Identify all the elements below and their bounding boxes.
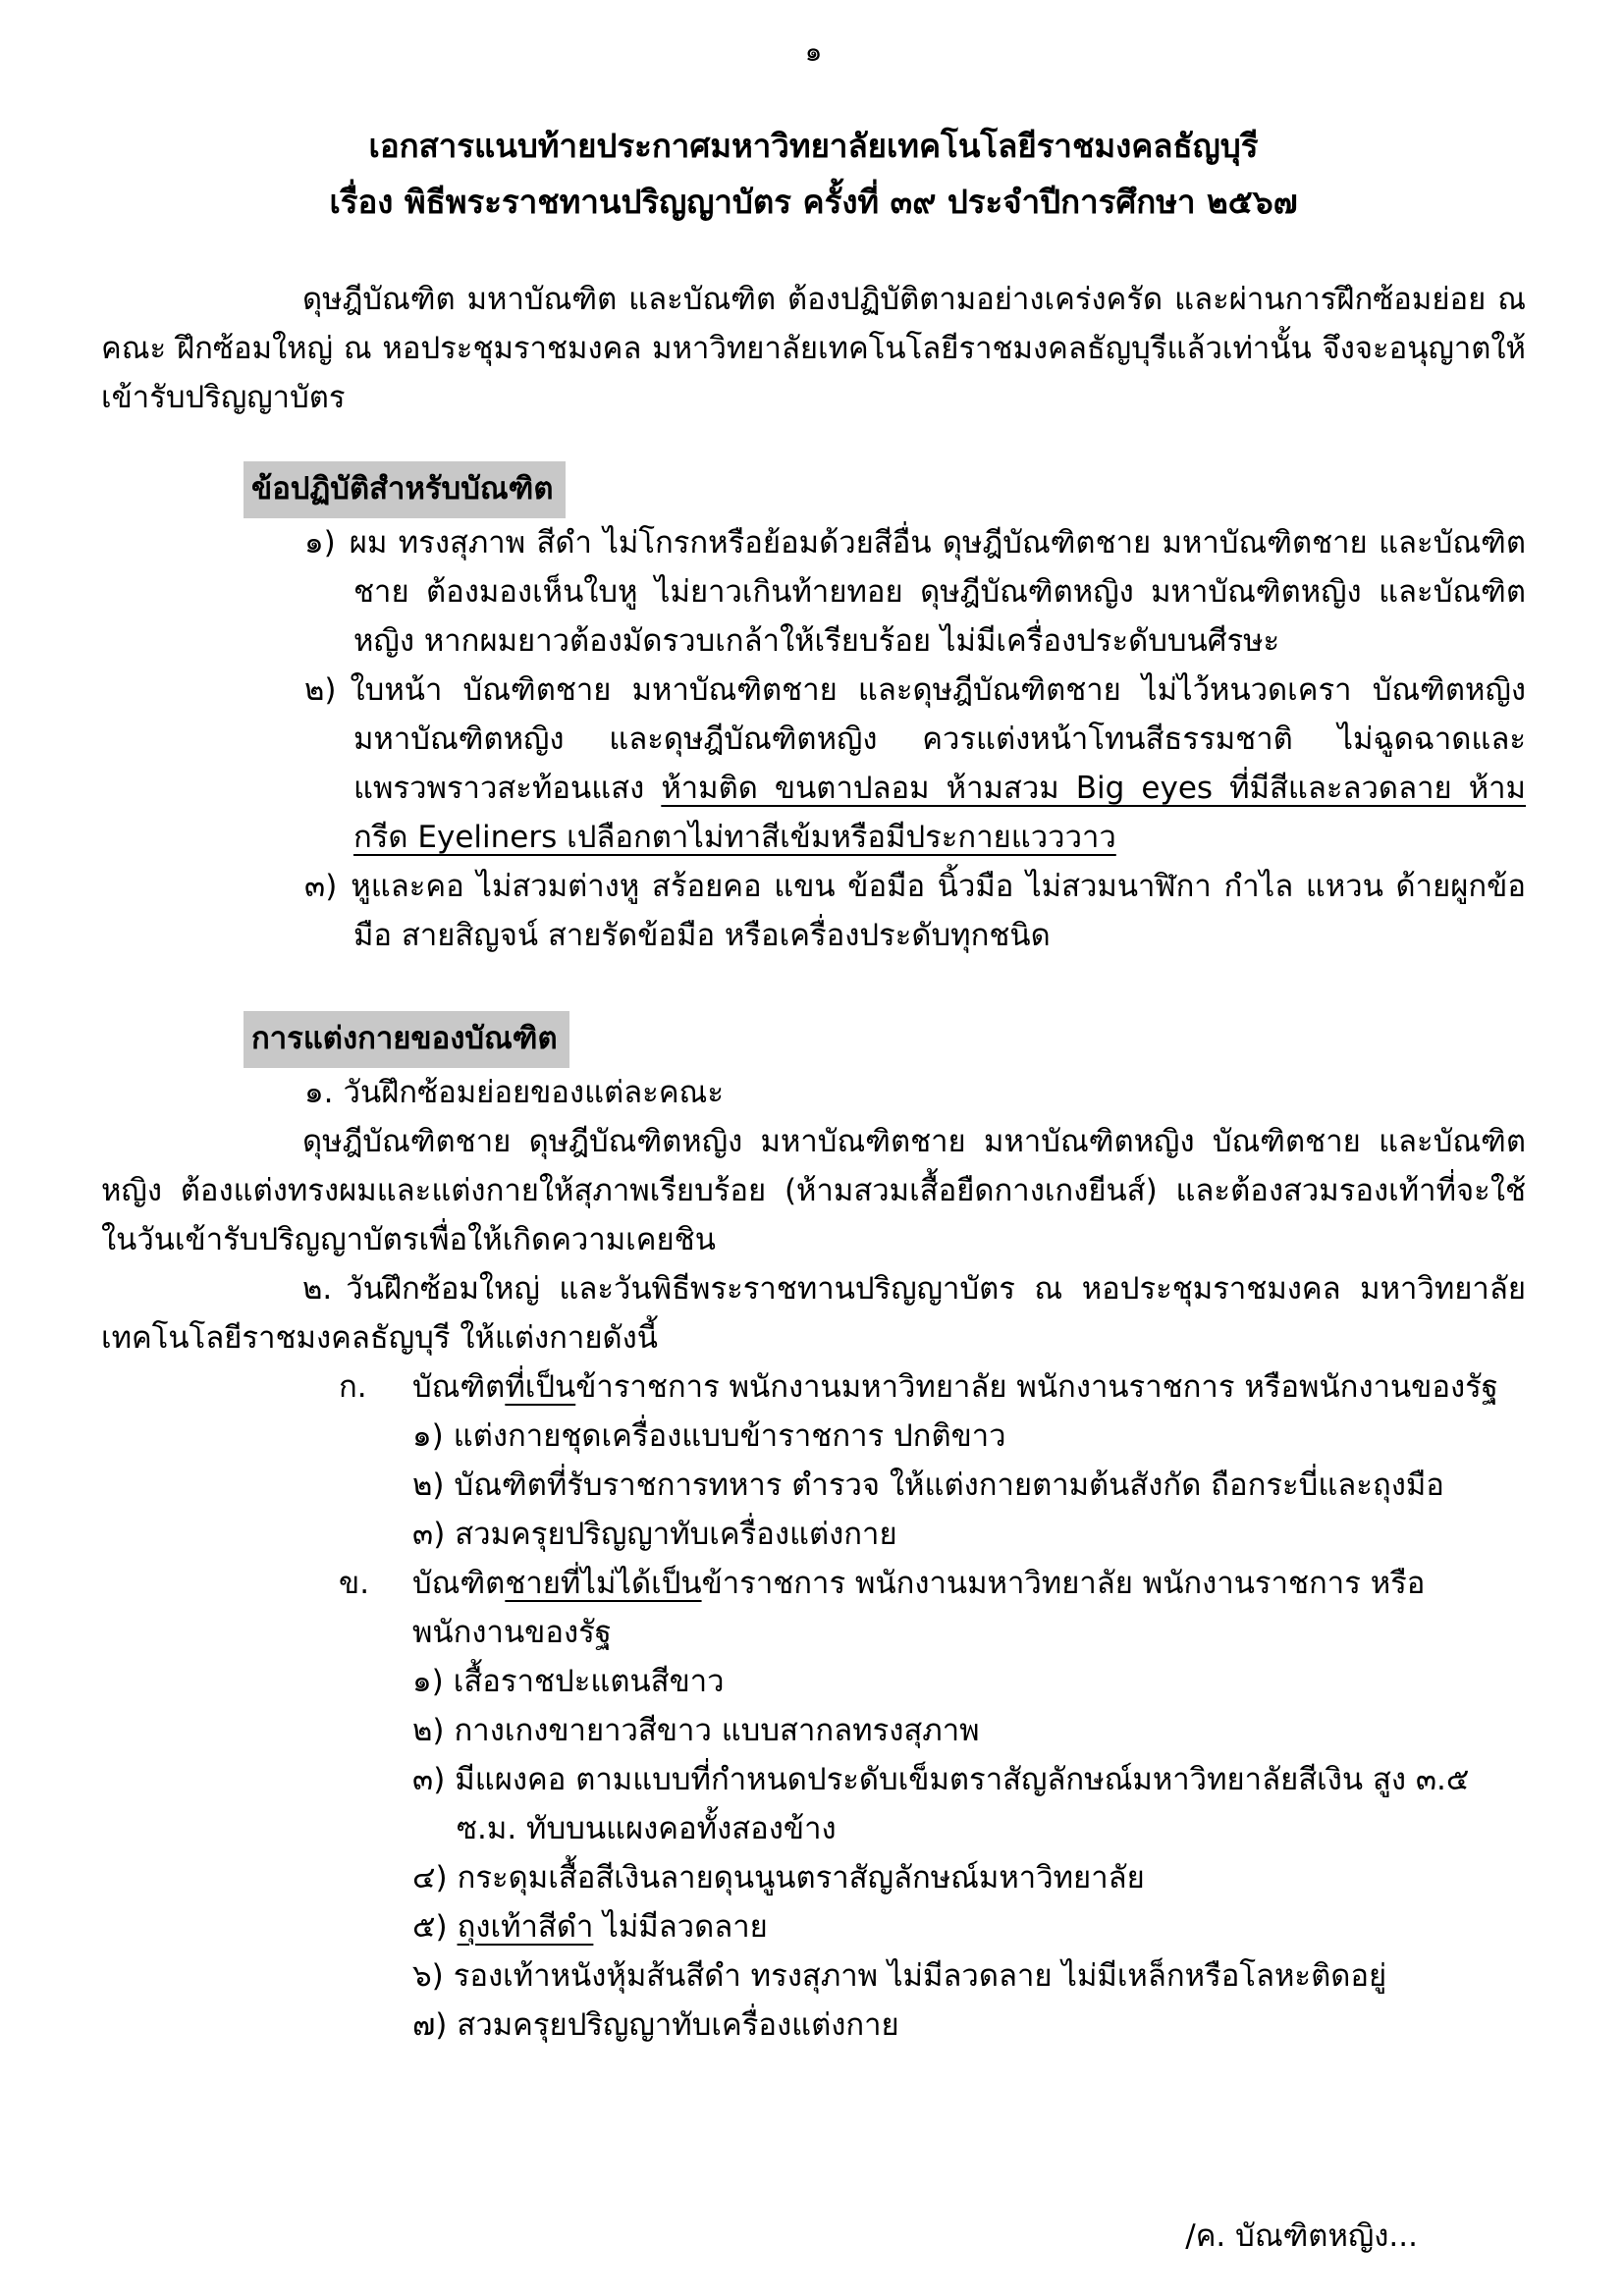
item-number: ๑) bbox=[412, 1418, 444, 1454]
item-text: รองเท้าหนังหุ้มส้นสีดำ ทรงสุภาพ ไม่มีลวดลาย ไม่มีเหล็กหรือโลหะติดอยู่ bbox=[453, 1958, 1387, 1994]
page-number: ๑ bbox=[804, 35, 823, 68]
list-item bbox=[412, 2001, 1526, 2050]
item-text: เสื้อราชปะแตนสีขาว bbox=[453, 1664, 725, 1699]
list-item bbox=[304, 518, 1526, 666]
subsection-a-head bbox=[339, 1362, 1526, 1412]
item-text: สวมครุยปริญญาทับเครื่องแต่งกาย bbox=[455, 1517, 897, 1552]
item-text: ผม ทรงสุภาพ สีดำ ไม่โกรกหรือย้อมด้วยสีอื่น ดุษฎีบัณฑิตชาย มหาบัณฑิตชาย และบัณฑิตชาย ต้องมองเห็นใบหู ไม่ยาวเกินท้ายทอย ดุษฎีบัณฑิตหญิง มหาบัณฑิตหญิง และบัณฑิตหญิง หากผมยาวต้องมัดรวบเกล้าให้เรียบร้อย ไม่มีเครื่องประดับบนศีรษะ bbox=[349, 525, 1526, 659]
item-number: ๑) bbox=[412, 1664, 444, 1699]
continuation-note: /ค. บัณฑิตหญิง... bbox=[1185, 2218, 1418, 2254]
item-number: ๓) bbox=[412, 1517, 446, 1552]
item-text: กระดุมเสื้อสีเงินลายดุนนูนตราสัญลักษณ์มหาวิทยาลัย bbox=[457, 1860, 1145, 1896]
item-text: วันฝึกซ้อมย่อยของแต่ละคณะ bbox=[343, 1075, 724, 1110]
item-text: กางเกงขายาวสีขาว แบบสากลทรงสุภาพ bbox=[454, 1713, 980, 1748]
item-number: ๓) bbox=[304, 869, 338, 904]
document-title bbox=[101, 118, 1526, 230]
section2-heading-row bbox=[101, 1011, 1526, 1068]
item-text: บัณฑิตที่รับราชการทหาร ตำรวจ ให้แต่งกายตามต้นสังกัด ถือกระบี่และถุงมือ bbox=[454, 1468, 1444, 1503]
section1-heading-row bbox=[101, 461, 1526, 518]
item-number: ๔) bbox=[412, 1860, 448, 1896]
item-number: ๒) bbox=[304, 672, 337, 708]
item-text-underlined: ห้ามติด ขนตาปลอม ห้ามสวม Big eyes ที่มีสีและลวดลาย ห้ามกรีด Eyeliners เปลือกตาไม่ทาสีเข้มหรือมีประกายแวววาว bbox=[353, 771, 1526, 855]
subsection-label: ก. bbox=[339, 1369, 367, 1405]
subsection-text: บัณฑิต bbox=[412, 1369, 506, 1405]
list-item bbox=[412, 1657, 1526, 1706]
list-item bbox=[412, 1755, 1526, 1853]
subsection-text: ข้าราชการ พนักงานมหาวิทยาลัย พนักงานราชการ หรือพนักงานของรัฐ bbox=[575, 1369, 1498, 1405]
item-number: ๒) bbox=[412, 1468, 445, 1503]
item-text: แต่งกายชุดเครื่องแบบข้าราชการ ปกติขาว bbox=[453, 1418, 1006, 1454]
list-item bbox=[304, 862, 1526, 960]
item-number: ๕) bbox=[412, 1909, 448, 1945]
intro-paragraph: ดุษฎีบัณฑิต มหาบัณฑิต และบัณฑิต ต้องปฏิบัติตามอย่างเคร่งครัด และผ่านการฝึกซ้อมย่อย ณ คณะ ฝึกซ้อมใหญ่ ณ หอประชุมราชมงคล มหาวิทยาลัยเทคโนโลยีราชมงคลธัญบุรีแล้วเท่านั้น จึงจะอนุญาตให้เข้ารับปริญญาบัตร bbox=[101, 282, 1526, 415]
item-text: ไม่มีลวดลาย bbox=[593, 1909, 768, 1945]
section1-list bbox=[304, 518, 1526, 960]
item-text: ใบหน้า บัณฑิตชาย มหาบัณฑิตชาย และดุษฎีบัณฑิตชาย ไม่ไว้หนวดเครา บัณฑิตหญิง มหาบัณฑิตหญิง และดุษฎีบัณฑิตหญิง ควรแต่งหน้าโทนสีธรรมชาติ ไม่ฉูดฉาดและแพรวพราวสะท้อนแสง bbox=[350, 672, 1526, 806]
item-text-underlined: ถุงเท้าสีดำ bbox=[457, 1909, 594, 1945]
item-text: มีแผงคอ ตามแบบที่กำหนดประดับเข็มตราสัญลักษณ์มหาวิทยาลัยสีเงิน สูง ๓.๕ ซ.ม. ทับบนแผงคอทั้งสองข้าง bbox=[455, 1762, 1470, 1846]
item-number: ๑. bbox=[304, 1075, 334, 1110]
section1-heading: ข้อปฏิบัติสำหรับบัณฑิต bbox=[244, 461, 566, 518]
item-number: ๓) bbox=[412, 1762, 446, 1797]
subsection-b-head bbox=[339, 1559, 1526, 1657]
subsection-text: บัณฑิต bbox=[412, 1566, 506, 1601]
item-text: สวมครุยปริญญาทับเครื่องแต่งกาย bbox=[457, 2007, 899, 2043]
section2-item2-paragraph bbox=[101, 1264, 1526, 1362]
item-number: ๑) bbox=[304, 525, 336, 561]
section2-heading: การแต่งกายของบัณฑิต bbox=[244, 1011, 569, 1068]
subsection-a-list bbox=[101, 1412, 1526, 1559]
item-number: ๖) bbox=[412, 1958, 444, 1994]
list-item bbox=[304, 666, 1526, 862]
list-item bbox=[412, 1853, 1526, 1902]
item-number: ๒. bbox=[302, 1271, 333, 1307]
section2-item1-head bbox=[304, 1068, 1526, 1117]
subsection-text-underlined: ชายที่ไม่ได้เป็น bbox=[505, 1566, 702, 1601]
item-text: วันฝึกซ้อมใหญ่ และวันพิธีพระราชทานปริญญาบัตร ณ หอประชุมราชมงคล มหาวิทยาลัยเทคโนโลยีราชมงคลธัญบุรี ให้แต่งกายดังนี้ bbox=[101, 1271, 1526, 1356]
subsection-b-list bbox=[101, 1657, 1526, 2050]
subsection-label: ข. bbox=[339, 1566, 370, 1601]
subsection-text-underlined: ที่เป็น bbox=[505, 1369, 576, 1405]
item-number: ๒) bbox=[412, 1713, 445, 1748]
list-item bbox=[412, 1510, 1526, 1559]
item-text: หูและคอ ไม่สวมต่างหู สร้อยคอ แขน ข้อมือ นิ้วมือ ไม่สวมนาฬิกา กำไล แหวน ด้ายผูกข้อมือ สายสิญจน์ สายรัดข้อมือ หรือเครื่องประดับทุกชนิด bbox=[351, 869, 1526, 953]
list-item bbox=[412, 1706, 1526, 1755]
subsection-text: ข้าราชการ พนักงานมหาวิทยาลัย พนักงานราชการ หรือพนักงานของรัฐ bbox=[412, 1566, 1426, 1650]
item-number: ๗) bbox=[412, 2007, 448, 2043]
title-line-1: เอกสารแนบท้ายประกาศมหาวิทยาลัยเทคโนโลยีราชมงคลธัญบุรี bbox=[368, 127, 1259, 165]
title-line-2: เรื่อง พิธีพระราชทานปริญญาบัตร ครั้งที่ ๓๙ ประจำปีการศึกษา ๒๕๖๗ bbox=[329, 183, 1298, 221]
list-item bbox=[412, 1461, 1526, 1510]
section2-item1-paragraph: ดุษฎีบัณฑิตชาย ดุษฎีบัณฑิตหญิง มหาบัณฑิตชาย มหาบัณฑิตหญิง บัณฑิตชาย และบัณฑิตหญิง ต้องแต่งทรงผมและแต่งกายให้สุภาพเรียบร้อย (ห้ามสวมเสื้อยืดกางเกงยีนส์) และต้องสวมรองเท้าที่จะใช้ในวันเข้ารับปริญญาบัตรเพื่อให้เกิดความเคยชิน bbox=[101, 1124, 1526, 1257]
list-item bbox=[412, 1412, 1526, 1461]
list-item bbox=[412, 1951, 1526, 2001]
list-item bbox=[412, 1902, 1526, 1951]
